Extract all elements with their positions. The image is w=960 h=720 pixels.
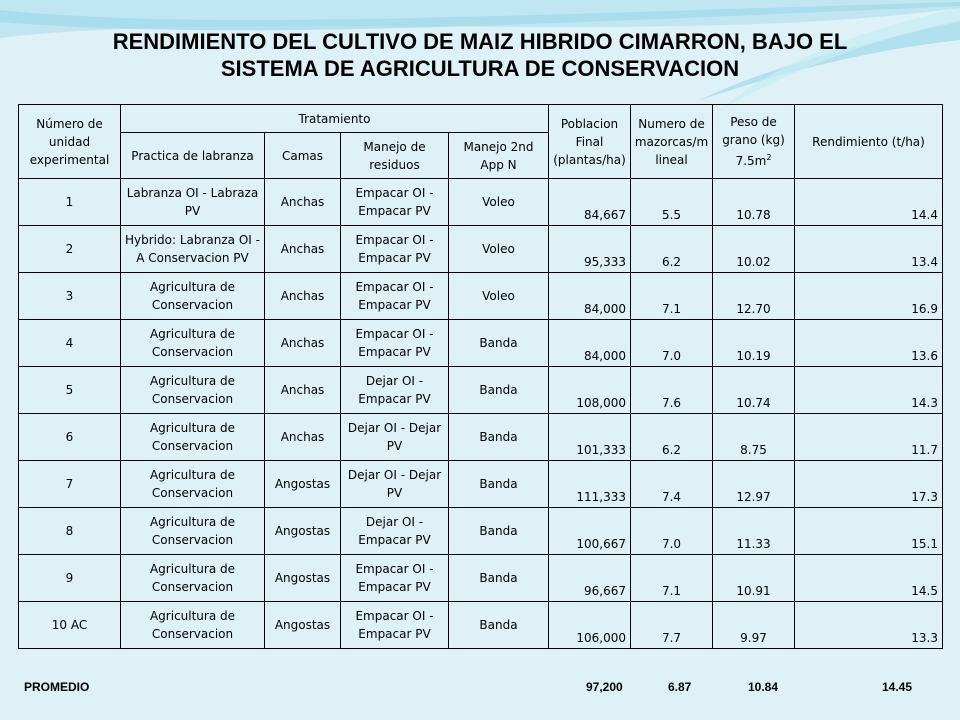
cell-unit: 5 bbox=[19, 367, 121, 414]
header-unit: Número de unidad experimental bbox=[19, 105, 121, 179]
header-peso bbox=[713, 105, 795, 179]
header-manejo-n: Manejo 2nd App N bbox=[449, 133, 549, 179]
cell-residuos: Dejar OI - Empacar PV bbox=[341, 508, 449, 555]
average-peso: 10.84 bbox=[748, 680, 779, 694]
cell-peso: 10.02 bbox=[713, 226, 795, 273]
cell-unit: 10 AC bbox=[19, 602, 121, 649]
header-labranza: Practica de labranza bbox=[121, 133, 265, 179]
average-rendimiento: 14.45 bbox=[882, 680, 913, 694]
cell-peso: 10.91 bbox=[713, 555, 795, 602]
header-residuos: Manejo de residuos bbox=[341, 133, 449, 179]
cell-unit: 8 bbox=[19, 508, 121, 555]
table-row bbox=[19, 273, 943, 320]
cell-residuos: Empacar OI - Empacar PV bbox=[341, 273, 449, 320]
cell-peso: 10.78 bbox=[713, 179, 795, 226]
average-mazorcas: 6.87 bbox=[668, 680, 692, 694]
cell-camas: Anchas bbox=[265, 414, 341, 461]
cell-manejo: Banda bbox=[449, 602, 549, 649]
cell-camas: Anchas bbox=[265, 273, 341, 320]
cell-peso: 10.74 bbox=[713, 367, 795, 414]
header-camas: Camas bbox=[265, 133, 341, 179]
header-peso-superscript: 2 bbox=[766, 153, 772, 162]
cell-unit: 1 bbox=[19, 179, 121, 226]
cell-residuos: Dejar OI - Empacar PV bbox=[341, 367, 449, 414]
cell-rendimiento: 17.3 bbox=[795, 461, 943, 508]
cell-mazorcas: 7.7 bbox=[631, 602, 713, 649]
cell-rendimiento: 14.3 bbox=[795, 367, 943, 414]
table-row bbox=[19, 226, 943, 273]
title-line-1: RENDIMIENTO DEL CULTIVO DE MAIZ HIBRIDO CIMARRON, BAJO EL bbox=[112, 29, 848, 54]
cell-poblacion: 84,000 bbox=[549, 320, 631, 367]
cell-poblacion: 111,333 bbox=[549, 461, 631, 508]
cell-rendimiento: 14.4 bbox=[795, 179, 943, 226]
cell-residuos: Empacar OI - Empacar PV bbox=[341, 320, 449, 367]
cell-residuos: Empacar OI - Empacar PV bbox=[341, 555, 449, 602]
cell-labranza: Agricultura de Conservacion bbox=[121, 320, 265, 367]
cell-rendimiento: 16.9 bbox=[795, 273, 943, 320]
table-row bbox=[19, 461, 943, 508]
cell-labranza: Agricultura de Conservacion bbox=[121, 555, 265, 602]
cell-residuos: Empacar OI - Empacar PV bbox=[341, 602, 449, 649]
cell-poblacion: 101,333 bbox=[549, 414, 631, 461]
cell-poblacion: 106,000 bbox=[549, 602, 631, 649]
cell-manejo: Banda bbox=[449, 461, 549, 508]
page-title bbox=[60, 28, 900, 82]
cell-peso: 11.33 bbox=[713, 508, 795, 555]
cell-mazorcas: 7.0 bbox=[631, 320, 713, 367]
table-row bbox=[19, 602, 943, 649]
cell-camas: Angostas bbox=[265, 461, 341, 508]
cell-poblacion: 108,000 bbox=[549, 367, 631, 414]
average-label: PROMEDIO bbox=[24, 680, 90, 694]
cell-mazorcas: 7.1 bbox=[631, 555, 713, 602]
cell-poblacion: 96,667 bbox=[549, 555, 631, 602]
table-row bbox=[19, 555, 943, 602]
cell-manejo: Voleo bbox=[449, 273, 549, 320]
cell-poblacion: 100,667 bbox=[549, 508, 631, 555]
cell-rendimiento: 13.6 bbox=[795, 320, 943, 367]
cell-rendimiento: 11.7 bbox=[795, 414, 943, 461]
cell-labranza: Agricultura de Conservacion bbox=[121, 508, 265, 555]
cell-unit: 6 bbox=[19, 414, 121, 461]
cell-labranza: Agricultura de Conservacion bbox=[121, 367, 265, 414]
cell-manejo: Banda bbox=[449, 414, 549, 461]
cell-peso: 12.97 bbox=[713, 461, 795, 508]
cell-poblacion: 84,000 bbox=[549, 273, 631, 320]
cell-poblacion: 95,333 bbox=[549, 226, 631, 273]
cell-peso: 9.97 bbox=[713, 602, 795, 649]
header-rendimiento: Rendimiento (t/ha) bbox=[795, 105, 943, 179]
cell-mazorcas: 7.1 bbox=[631, 273, 713, 320]
cell-rendimiento: 13.3 bbox=[795, 602, 943, 649]
cell-mazorcas: 6.2 bbox=[631, 226, 713, 273]
cell-camas: Angostas bbox=[265, 508, 341, 555]
cell-mazorcas: 7.6 bbox=[631, 367, 713, 414]
cell-labranza: Labranza OI - Labraza PV bbox=[121, 179, 265, 226]
cell-residuos: Empacar OI - Empacar PV bbox=[341, 179, 449, 226]
cell-mazorcas: 7.4 bbox=[631, 461, 713, 508]
cell-labranza: Agricultura de Conservacion bbox=[121, 461, 265, 508]
table-row bbox=[19, 320, 943, 367]
cell-manejo: Banda bbox=[449, 320, 549, 367]
cell-camas: Anchas bbox=[265, 179, 341, 226]
cell-unit: 3 bbox=[19, 273, 121, 320]
header-mazorcas: Numero de mazorcas/m lineal bbox=[631, 105, 713, 179]
cell-camas: Anchas bbox=[265, 320, 341, 367]
cell-labranza: Agricultura de Conservacion bbox=[121, 602, 265, 649]
cell-rendimiento: 14.5 bbox=[795, 555, 943, 602]
header-poblacion: Poblacion Final (plantas/ha) bbox=[549, 105, 631, 179]
cell-peso: 8.75 bbox=[713, 414, 795, 461]
cell-camas: Angostas bbox=[265, 602, 341, 649]
cell-residuos: Empacar OI - Empacar PV bbox=[341, 226, 449, 273]
cell-mazorcas: 6.2 bbox=[631, 414, 713, 461]
title-line-2: SISTEMA DE AGRICULTURA DE CONSERVACION bbox=[220, 56, 740, 81]
cell-residuos: Dejar OI - Dejar PV bbox=[341, 414, 449, 461]
cell-labranza: Agricultura de Conservacion bbox=[121, 273, 265, 320]
cell-mazorcas: 5.5 bbox=[631, 179, 713, 226]
table-row bbox=[19, 508, 943, 555]
cell-residuos: Dejar OI - Dejar PV bbox=[341, 461, 449, 508]
cell-manejo: Banda bbox=[449, 367, 549, 414]
cell-peso: 10.19 bbox=[713, 320, 795, 367]
cell-mazorcas: 7.0 bbox=[631, 508, 713, 555]
cell-poblacion: 84,667 bbox=[549, 179, 631, 226]
table-row bbox=[19, 179, 943, 226]
cell-rendimiento: 15.1 bbox=[795, 508, 943, 555]
cell-manejo: Banda bbox=[449, 555, 549, 602]
cell-manejo: Banda bbox=[449, 508, 549, 555]
average-row bbox=[0, 680, 960, 700]
header-tratamiento: Tratamiento bbox=[121, 105, 549, 133]
cell-unit: 2 bbox=[19, 226, 121, 273]
header-peso-text: Peso de grano (kg) 7.5m bbox=[722, 115, 785, 168]
cell-peso: 12.70 bbox=[713, 273, 795, 320]
cell-rendimiento: 13.4 bbox=[795, 226, 943, 273]
average-poblacion: 97,200 bbox=[586, 680, 623, 694]
table-row bbox=[19, 367, 943, 414]
cell-camas: Anchas bbox=[265, 226, 341, 273]
cell-manejo: Voleo bbox=[449, 226, 549, 273]
cell-unit: 4 bbox=[19, 320, 121, 367]
cell-camas: Angostas bbox=[265, 555, 341, 602]
table-row bbox=[19, 414, 943, 461]
cell-labranza: Hybrido: Labranza OI - A Conservacion PV bbox=[121, 226, 265, 273]
cell-labranza: Agricultura de Conservacion bbox=[121, 414, 265, 461]
cell-manejo: Voleo bbox=[449, 179, 549, 226]
results-table bbox=[18, 104, 943, 649]
cell-unit: 7 bbox=[19, 461, 121, 508]
cell-camas: Anchas bbox=[265, 367, 341, 414]
cell-unit: 9 bbox=[19, 555, 121, 602]
